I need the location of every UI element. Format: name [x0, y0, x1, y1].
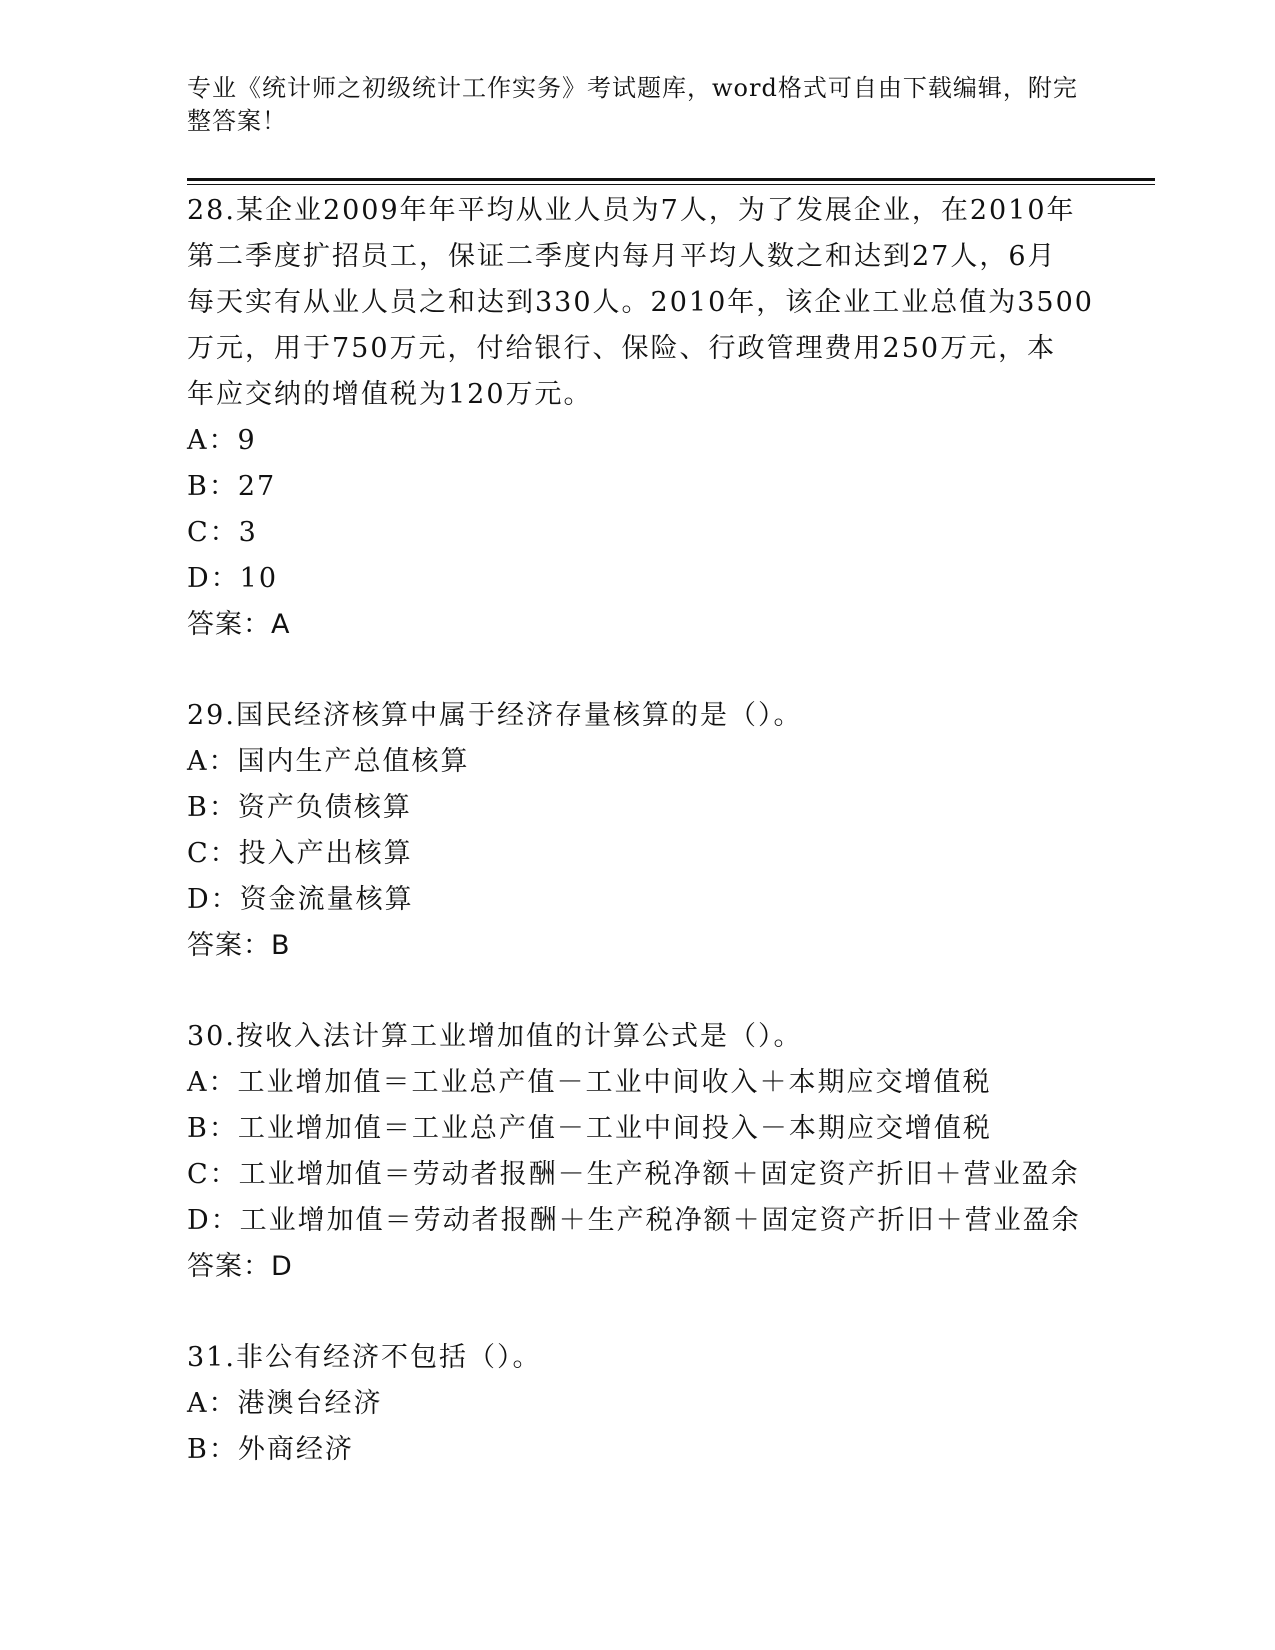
question-stem-line: 每天实有从业人员之和达到330人。2010年，该企业工业总值为3500: [187, 287, 1094, 318]
question-stem-line: 30.按收入法计算工业增加值的计算公式是（）。: [187, 1021, 803, 1052]
question-stem-line: 31.非公有经济不包括（）。: [187, 1342, 542, 1373]
header-divider-thick: [187, 178, 1155, 181]
option-a: A：港澳台经济: [187, 1388, 383, 1419]
option-d: D：资金流量核算: [187, 884, 414, 915]
option-d: D：工业增加值＝劳动者报酬＋生产税净额＋固定资产折旧＋营业盈余: [187, 1205, 1081, 1236]
option-a: A：国内生产总值核算: [187, 746, 470, 777]
header-line: 专业《统计师之初级统计工作实务》考试题库，word格式可自由下载编辑，附完: [187, 74, 1078, 102]
option-c: C：3: [187, 517, 258, 548]
question-stem-line: 万元，用于750万元，付给银行、保险、行政管理费用250万元，本: [187, 333, 1057, 364]
question-stem-line: 第二季度扩招员工，保证二季度内每月平均人数之和达到27人，6月: [187, 241, 1057, 272]
option-c: C：投入产出核算: [187, 838, 413, 869]
option-b: B：工业增加值＝工业总产值－工业中间投入－本期应交增值税: [187, 1113, 992, 1144]
question-31: [187, 1335, 1087, 1473]
question-30: [187, 1014, 1087, 1290]
question-stem-line: 29.国民经济核算中属于经济存量核算的是（）。: [187, 700, 803, 731]
answer-label: 答案：D: [187, 1251, 293, 1282]
header-line: 整答案！: [187, 107, 287, 135]
option-b: B：27: [187, 471, 277, 502]
answer-label: 答案：B: [187, 930, 291, 961]
question-29: [187, 693, 1087, 969]
header-divider-thin: [187, 184, 1155, 185]
option-d: D：10: [187, 563, 279, 594]
option-a: A：工业增加值＝工业总产值－工业中间收入＋本期应交增值税: [187, 1067, 992, 1098]
option-b: B：外商经济: [187, 1434, 354, 1465]
question-stem-line: 28.某企业2009年年平均从业人员为7人，为了发展企业，在2010年: [187, 195, 1076, 226]
question-stem-line: 年应交纳的增值税为120万元。: [187, 379, 593, 410]
answer-label: 答案：A: [187, 609, 291, 640]
option-b: B：资产负债核算: [187, 792, 412, 823]
question-list: [187, 188, 1094, 1518]
document-header: [187, 72, 1087, 138]
option-c: C：工业增加值＝劳动者报酬－生产税净额＋固定资产折旧＋营业盈余: [187, 1159, 1080, 1190]
option-a: A：9: [187, 425, 257, 456]
question-28: [187, 188, 1094, 648]
